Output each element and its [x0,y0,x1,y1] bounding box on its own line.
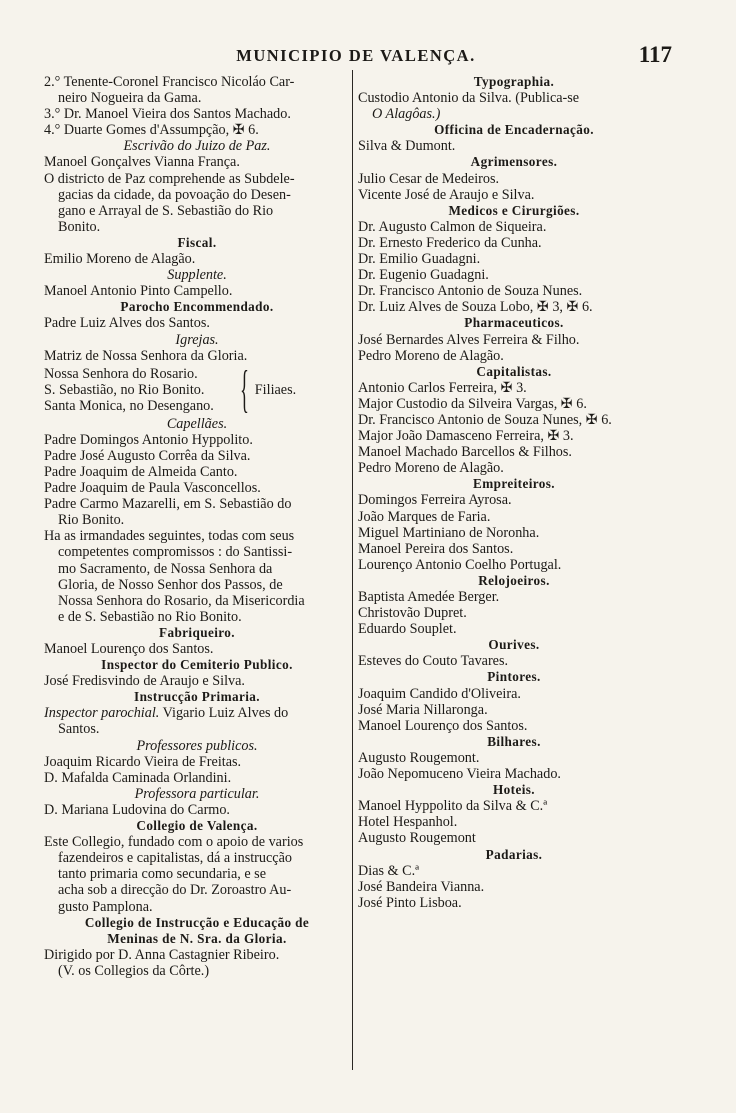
section-heading: Inspector do Cemiterio Publico. [101,657,293,673]
filiaes-list [44,366,214,414]
text-line: Manoel Pereira dos Santos. [358,540,514,557]
subheading: Professora particular. [134,785,260,802]
text-line: Major Custodio da Silveira Vargas, ✠ 6. [358,395,587,412]
text-line: Bonito. [58,218,101,235]
text-line: Nossa Senhora do Rosario. [44,365,198,382]
text-line: Christovão Dupret. [358,605,467,622]
subheading: Igrejas. [175,331,219,348]
text-line: 4.° Duarte Gomes d'Assumpção, ✠ 6. [44,122,259,139]
text-line: Dr. Augusto Calmon de Siqueira. [358,218,547,235]
text-line: José Fredisvindo de Araujo e Silva. [44,673,245,690]
left-column [44,74,350,979]
text-line: Joaquim Ricardo Vieira de Freitas. [44,753,242,770]
text-line [44,705,350,721]
text-line: competentes compromissos : do Santissi- [58,544,293,561]
section-heading: Fiscal. [177,234,217,250]
section-heading: Officina de Encadernação. [434,122,594,138]
section-heading: Collegio de Valença. [136,818,258,834]
text-line: 2.° Tenente-Coronel Francisco Nicoláo Car- [44,74,295,90]
text-line: O Alagôas.) [372,106,441,123]
text-line: Augusto Rougemont. [358,749,480,766]
text-line: Pedro Moreno de Alagão. [358,347,504,364]
subheading: Escrivão do Juizo de Paz. [123,138,271,155]
text-line: José Maria Nillaronga. [358,701,488,718]
text-line: Domingos Ferreira Ayrosa. [358,492,512,509]
section-heading: Relojoeiros. [478,572,550,588]
text-line: Padre José Augusto Corrêa da Silva. [44,447,251,464]
text-line: Dr. Luiz Alves de Souza Lobo, ✠ 3, ✠ 6. [358,299,593,316]
section-heading: Hoteis. [493,782,535,798]
section-heading: Empreiteiros. [473,476,555,492]
text-line: Dias & C.ª [358,862,420,879]
text-line: Manoel Lourenço dos Santos. [358,717,528,734]
text-line: Eduardo Souplet. [358,621,457,638]
text-line: Julio Cesar de Medeiros. [358,170,500,187]
section-heading: Meninas de N. Sra. da Gloria. [107,930,287,946]
text-line: Manoel Lourenço dos Santos. [44,641,214,657]
text-line: Major João Damasceno Ferreira, ✠ 3. [358,428,574,445]
text-line: Manoel Hyppolito da Silva & C.ª [358,798,548,815]
text-line: Silva & Dumont. [358,138,456,155]
text-line: José Bandeira Vianna. [358,878,485,895]
text-line: Padre Carmo Mazarelli, em S. Sebastião do [44,496,292,513]
text-line: Nossa Senhora do Rosario, da Misericordia [58,592,305,609]
text-line: Santos. [58,721,100,738]
text-line: Miguel Martiniano de Noronha. [358,524,540,541]
text-line: Matriz de Nossa Senhora da Gloria. [44,347,248,364]
page-header [40,44,672,70]
text-line: Hotel Hespanhol. [358,814,458,831]
text-line: Antonio Carlos Ferreira, ✠ 3. [358,379,527,396]
text-line: Custodio Antonio da Silva. (Publica-se [358,90,580,107]
section-heading: Fabriqueiro. [159,624,235,640]
text-line: Rio Bonito. [58,512,125,529]
filiaes-label: Filiaes. [254,381,297,398]
text-line: Lourenço Antonio Coelho Portugal. [358,556,562,573]
text-line: Padre Luiz Alves dos Santos. [44,315,210,332]
text-line: João Marques de Faria. [358,508,491,525]
column-divider [352,70,353,1070]
italic-label: Inspector parochial. [44,705,160,722]
text-line: acha sob a direcção do Dr. Zoroastro Au- [58,882,292,899]
text-line: S. Sebastião, no Rio Bonito. [44,381,205,398]
section-heading: Collegio de Instrucção e Educação de [84,914,310,930]
section-heading: Parocho Encommendado. [120,299,274,315]
text-line: Esteves do Couto Tavares. [358,653,509,670]
text-line: Dr. Ernesto Frederico da Cunha. [358,234,542,251]
brace-icon: { [239,360,249,418]
section-heading: Medicos e Cirurgiões. [448,202,580,218]
subheading: Professores publicos. [136,737,258,754]
text-line: Padre Domingos Antonio Hyppolito. [44,431,253,448]
text-line: João Nepomuceno Vieira Machado. [358,766,561,783]
page-title: MUNICIPIO DE VALENÇA. [236,46,476,65]
text-line: José Bernardes Alves Ferreira & Filho. [358,331,580,348]
section-heading: Instrucção Primaria. [134,689,260,705]
text-line: Dr. Emilio Guadagni. [358,251,481,268]
filiaes-group [44,360,350,418]
text-line: mo Sacramento, de Nossa Senhora da [58,560,273,577]
text-line: Santa Monica, no Desengano. [44,397,214,414]
subheading: Supplente. [167,267,227,284]
text-line: Manoel Antonio Pinto Campello. [44,283,233,300]
text-line: José Pinto Lisboa. [358,894,462,911]
section-heading: Agrimensores. [470,154,558,170]
text-line: D. Mariana Ludovina do Carmo. [44,801,230,818]
text-line: Augusto Rougemont [358,830,476,847]
text-line: Vicente José de Araujo e Silva. [358,186,535,203]
text-line: Gloria, de Nosso Senhor dos Passos, de [58,576,283,593]
text-line: (V. os Collegios da Côrte.) [58,962,210,979]
section-heading: Bilhares. [487,733,541,749]
text-line: O districto de Paz comprehende as Subdele- [44,170,295,187]
text-line: Dirigido por D. Anna Castagnier Ribeiro. [44,946,280,963]
text-line: tanto primaria como secundaria, e se [58,866,266,883]
subheading: Capellães. [166,415,228,432]
text-line: Padre Joaquim de Paula Vasconcellos. [44,480,261,497]
text-line: Manoel Machado Barcellos & Filhos. [358,444,572,461]
page-number: 117 [638,42,672,67]
text-line: Joaquim Candido d'Oliveira. [358,685,521,702]
text-line: 3.° Dr. Manoel Vieira dos Santos Machado. [44,106,291,123]
text-line: Pedro Moreno de Alagão. [358,460,504,477]
text-line: Este Collegio, fundado com o apoio de varios [44,834,304,851]
text-line: Baptista Amedée Berger. [358,589,500,605]
section-heading: Typographia. [473,74,555,89]
text-line: gusto Pamplona. [58,898,153,915]
text-line: Padre Joaquim de Almeida Canto. [44,463,238,480]
text-line: gano e Arrayal de S. Sebastião do Rio [58,202,274,219]
text-line: Dr. Eugenio Guadagni. [358,267,489,284]
text-span: Vigario Luiz Alves do [159,705,289,722]
text-line: Emilio Moreno de Alagão. [44,251,196,268]
section-heading: Capitalistas. [476,363,552,379]
text-line: neiro Nogueira da Gama. [58,90,202,107]
text-line: Manoel Gonçalves Vianna França. [44,154,240,171]
text-line: gacias da cidade, da povoação do Desen- [58,186,291,203]
right-column [356,74,670,911]
section-heading: Padarias. [485,846,543,862]
text-line: Dr. Francisco Antonio de Souza Nunes, ✠ 6. [358,411,612,428]
text-line: Ha as irmandades seguintes, todas com seus [44,528,295,545]
section-heading: Pintores. [487,669,541,685]
text-line: fazendeiros e capitalistas, dá a instrucção [58,850,292,867]
text-line: e de S. Sebastião no Rio Bonito. [58,608,242,625]
section-heading: Ourives. [488,637,540,653]
text-line: D. Mafalda Caminada Orlandini. [44,769,232,786]
section-heading: Pharmaceuticos. [464,315,564,331]
text-line: Dr. Francisco Antonio de Souza Nunes. [358,283,583,300]
